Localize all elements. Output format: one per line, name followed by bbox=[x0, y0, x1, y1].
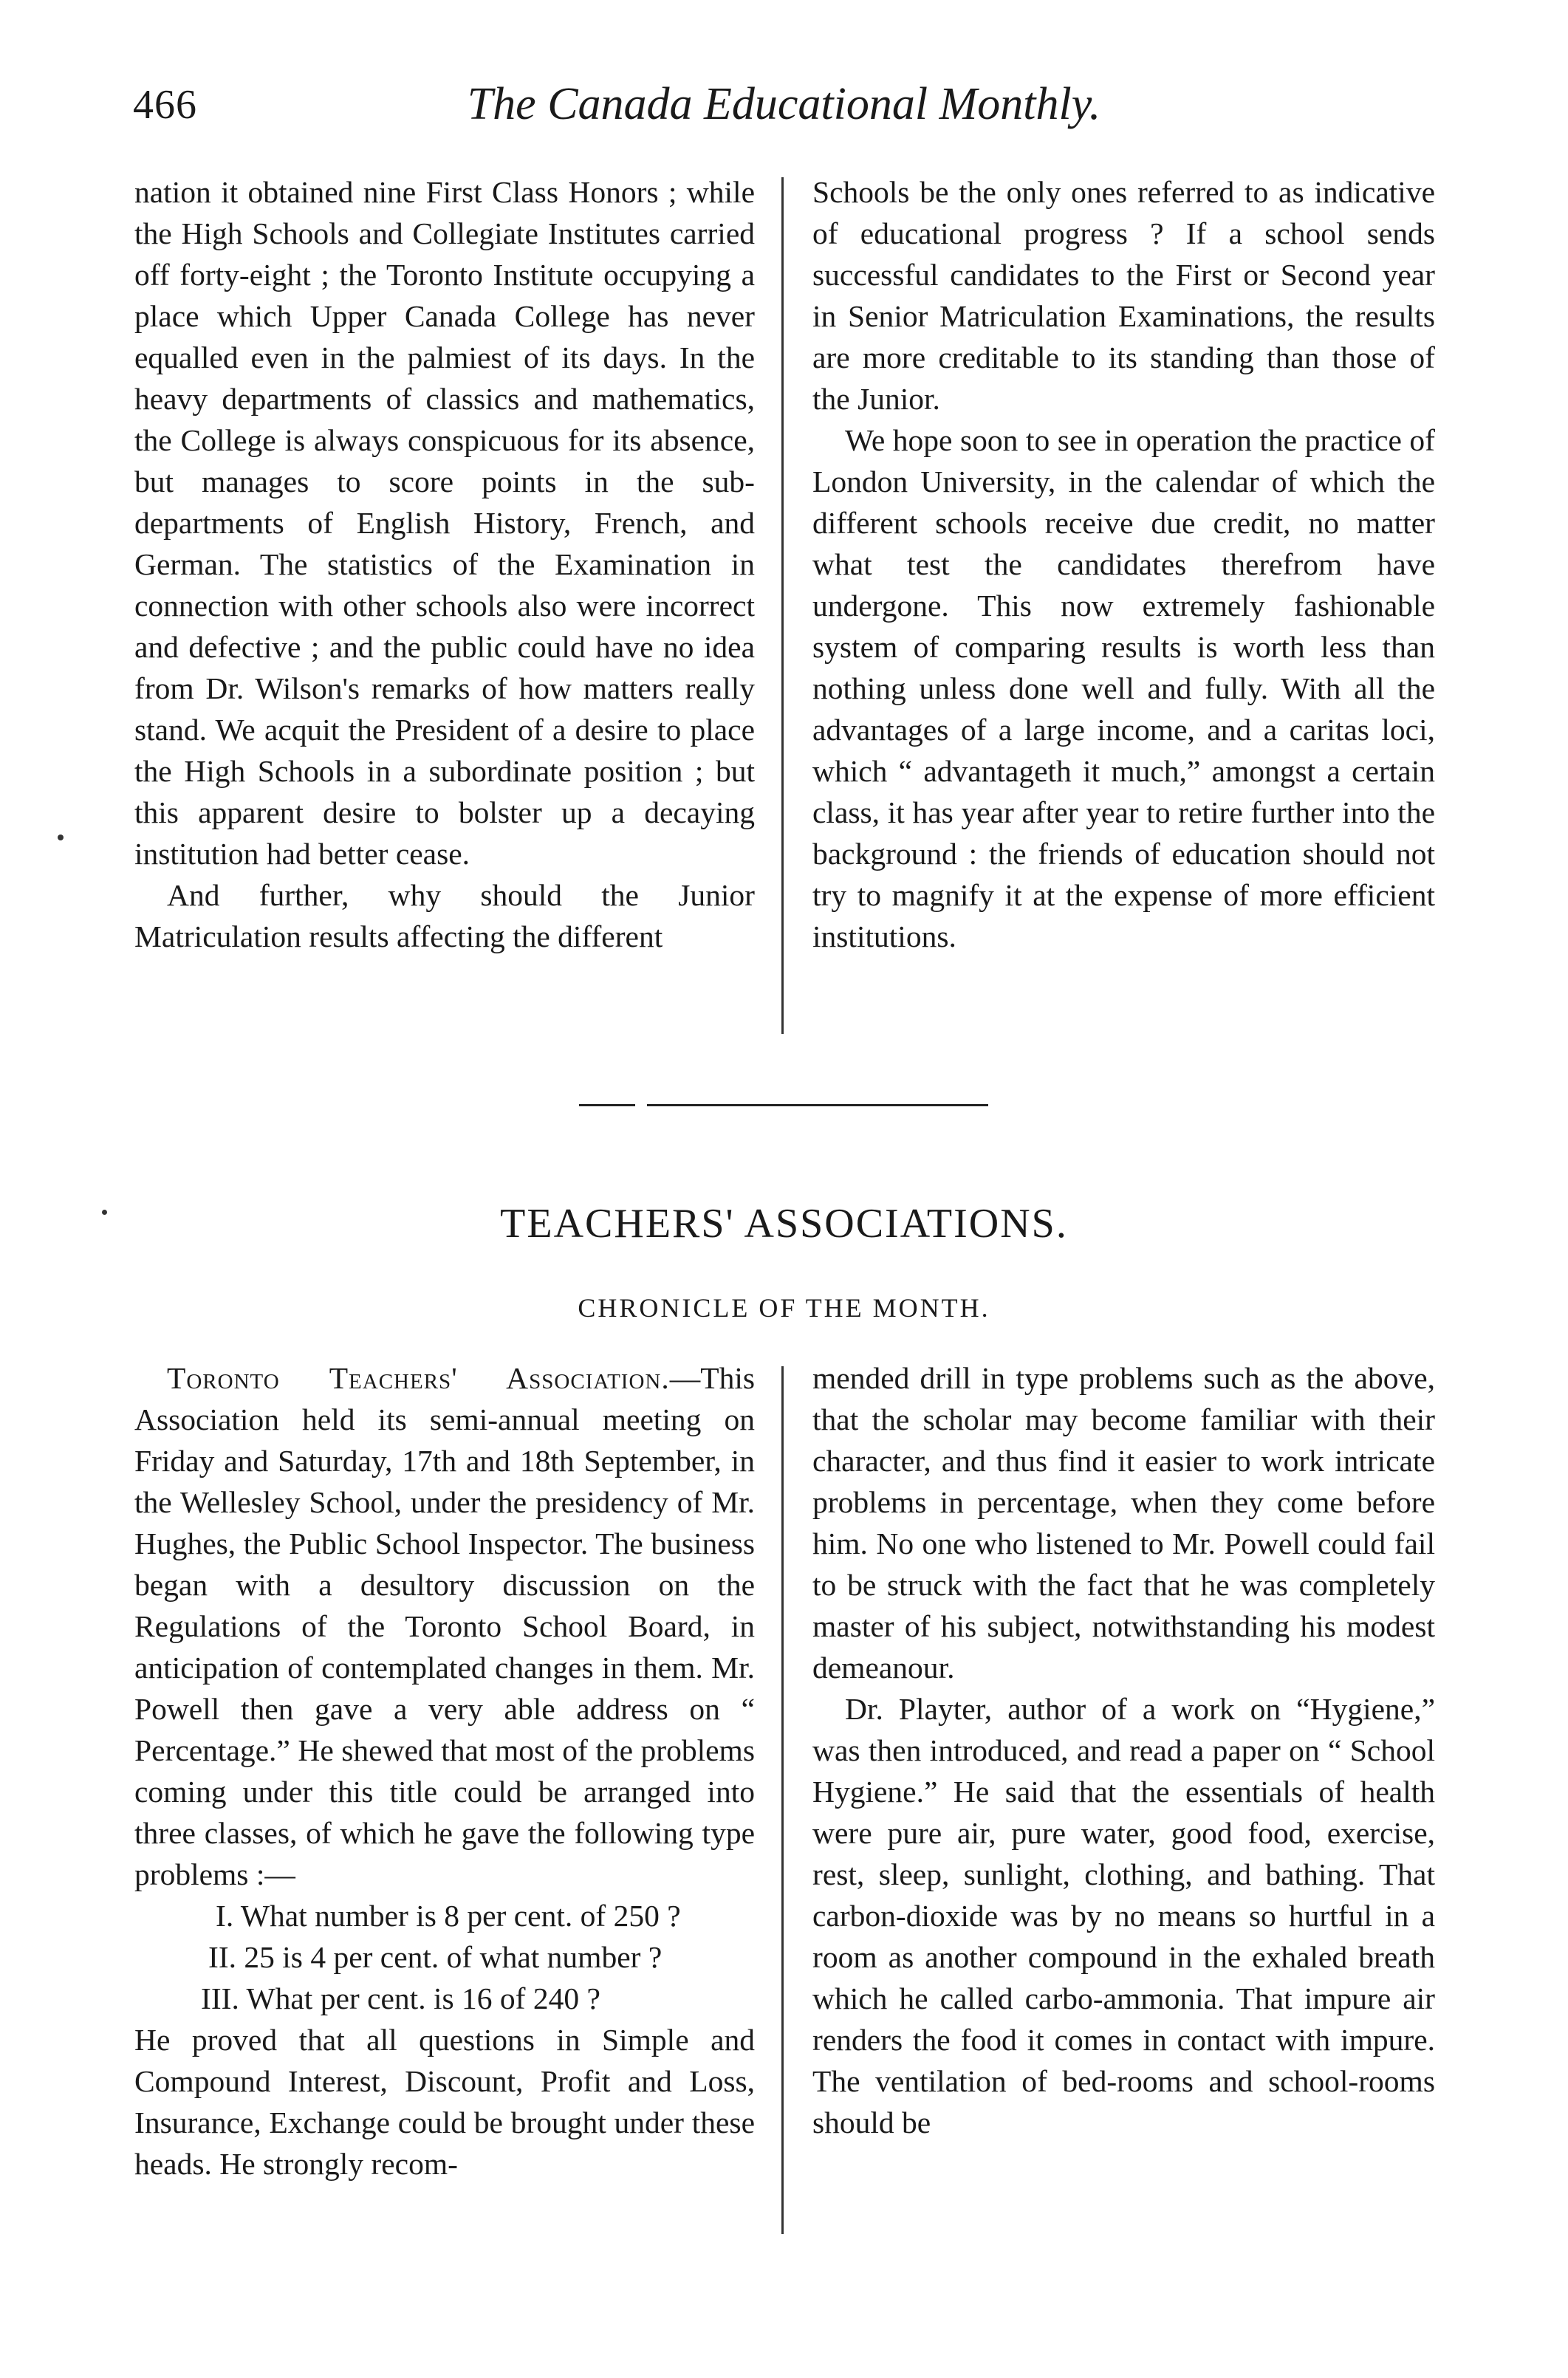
scan-speck bbox=[102, 1210, 107, 1215]
paragraph: mended drill in type problems such as the above, that the scholar may become familiar with their character, and thus find it easier to work intricate problems in percentage, when they come before him. No one who listened to Mr. Powell could fail to be struck with the fact that he was completely master of his subject, notwithstanding his modest demeanour. bbox=[812, 1361, 1435, 1685]
list-item: I. What number is 8 per cent. of 250 ? bbox=[216, 1899, 681, 1933]
column-rule bbox=[781, 177, 784, 1034]
section-title: TEACHERS' ASSOCIATIONS. bbox=[500, 1201, 1068, 1247]
paragraph: And further, why should the Junior Matriculation results affecting the different bbox=[134, 878, 755, 953]
list-item: III. What per cent. is 16 of 240 ? bbox=[201, 1981, 600, 2015]
bottom-left-column bbox=[134, 1357, 755, 2185]
top-right-column bbox=[812, 171, 1435, 957]
scan-speck bbox=[58, 835, 64, 840]
section-subtitle: CHRONICLE OF THE MONTH. bbox=[578, 1293, 990, 1323]
section-divider bbox=[579, 1104, 635, 1106]
section-divider bbox=[647, 1104, 988, 1106]
list-item: II. 25 is 4 per cent. of what number ? bbox=[208, 1940, 663, 1974]
lead-text: —This Association held its semi-annual meeting on Friday and Saturday, 17th and 18th September, in the Wellesley School, under the presidency of Mr. Hughes, the Public School Inspector. The business began with a desultory discussion on the Regulations of the Toronto School Board, in anticipation of contemplated changes in them. Mr. Powell then gave a very able address on “ Percentage.” He shewed that most of the problems coming under this title could be arranged into three classes, of which he gave the following type problems :— bbox=[134, 1361, 755, 1891]
column-rule bbox=[781, 1366, 784, 2234]
paragraph: Dr. Playter, author of a work on “Hygiene,” was then introduced, and read a paper on “ School Hygiene.” He said that the essentials of health were pure air, pure water, good food, exercise, rest, sleep, sunlight, clothing, and bathing. That carbon-dioxide was by no means so hurtful in a room as another compound in the exhaled breath which he called carbo-ammonia. That impure air renders the food it comes in contact with impure. The ventilation of bed-rooms and school-rooms should be bbox=[812, 1692, 1435, 2139]
paragraph: He proved that all questions in Simple and Compound Interest, Discount, Profit and Loss, Insurance, Exchange could be brought under these heads. He strongly recom- bbox=[134, 2023, 755, 2181]
running-head: The Canada Educational Monthly. bbox=[467, 79, 1101, 129]
paragraph: Schools be the only ones referred to as indicative of educational progress ? If a school sends successful candidates to the First or Second year in Senior Matriculation Examinations, the results are more creditable to its standing than those of the Junior. bbox=[812, 175, 1435, 416]
lead-caps: Toronto Teachers' Association. bbox=[167, 1361, 670, 1395]
top-left-column bbox=[134, 171, 755, 957]
paragraph bbox=[134, 1357, 755, 1895]
paragraph: nation it obtained nine First Class Honors ; while the High Schools and Collegiate Institutes carried off forty-eight ; the Toronto Institute occupying a place which Upper Canada College has never equalled even in the palmiest of its days. In the heavy departments of classics and mathematics, the College is always conspicuous for its absence, but manages to score points in the sub-departments of English History, French, and German. The statistics of the Examination in connection with other schools also were incorrect and defective ; and the public could have no idea from Dr. Wilson's remarks of how matters really stand. We acquit the President of a desire to place the High Schools in a subordinate position ; but this apparent desire to bolster up a decaying institution had better cease. bbox=[134, 175, 755, 871]
paragraph: We hope soon to see in operation the practice of London University, in the calendar of which the different schools receive due credit, no matter what test the candidates therefrom have undergone. This now extremely fashionable system of comparing results is worth less than nothing unless done well and fully. With all the advantages of a large income, and a caritas loci, which “ advantageth it much,” amongst a certain class, it has year after year to retire further into the background : the friends of education should not try to magnify it at the expense of more efficient institutions. bbox=[812, 423, 1435, 953]
bottom-right-column bbox=[812, 1357, 1435, 2143]
problem-list bbox=[134, 1895, 755, 2019]
page-number: 466 bbox=[133, 82, 197, 128]
